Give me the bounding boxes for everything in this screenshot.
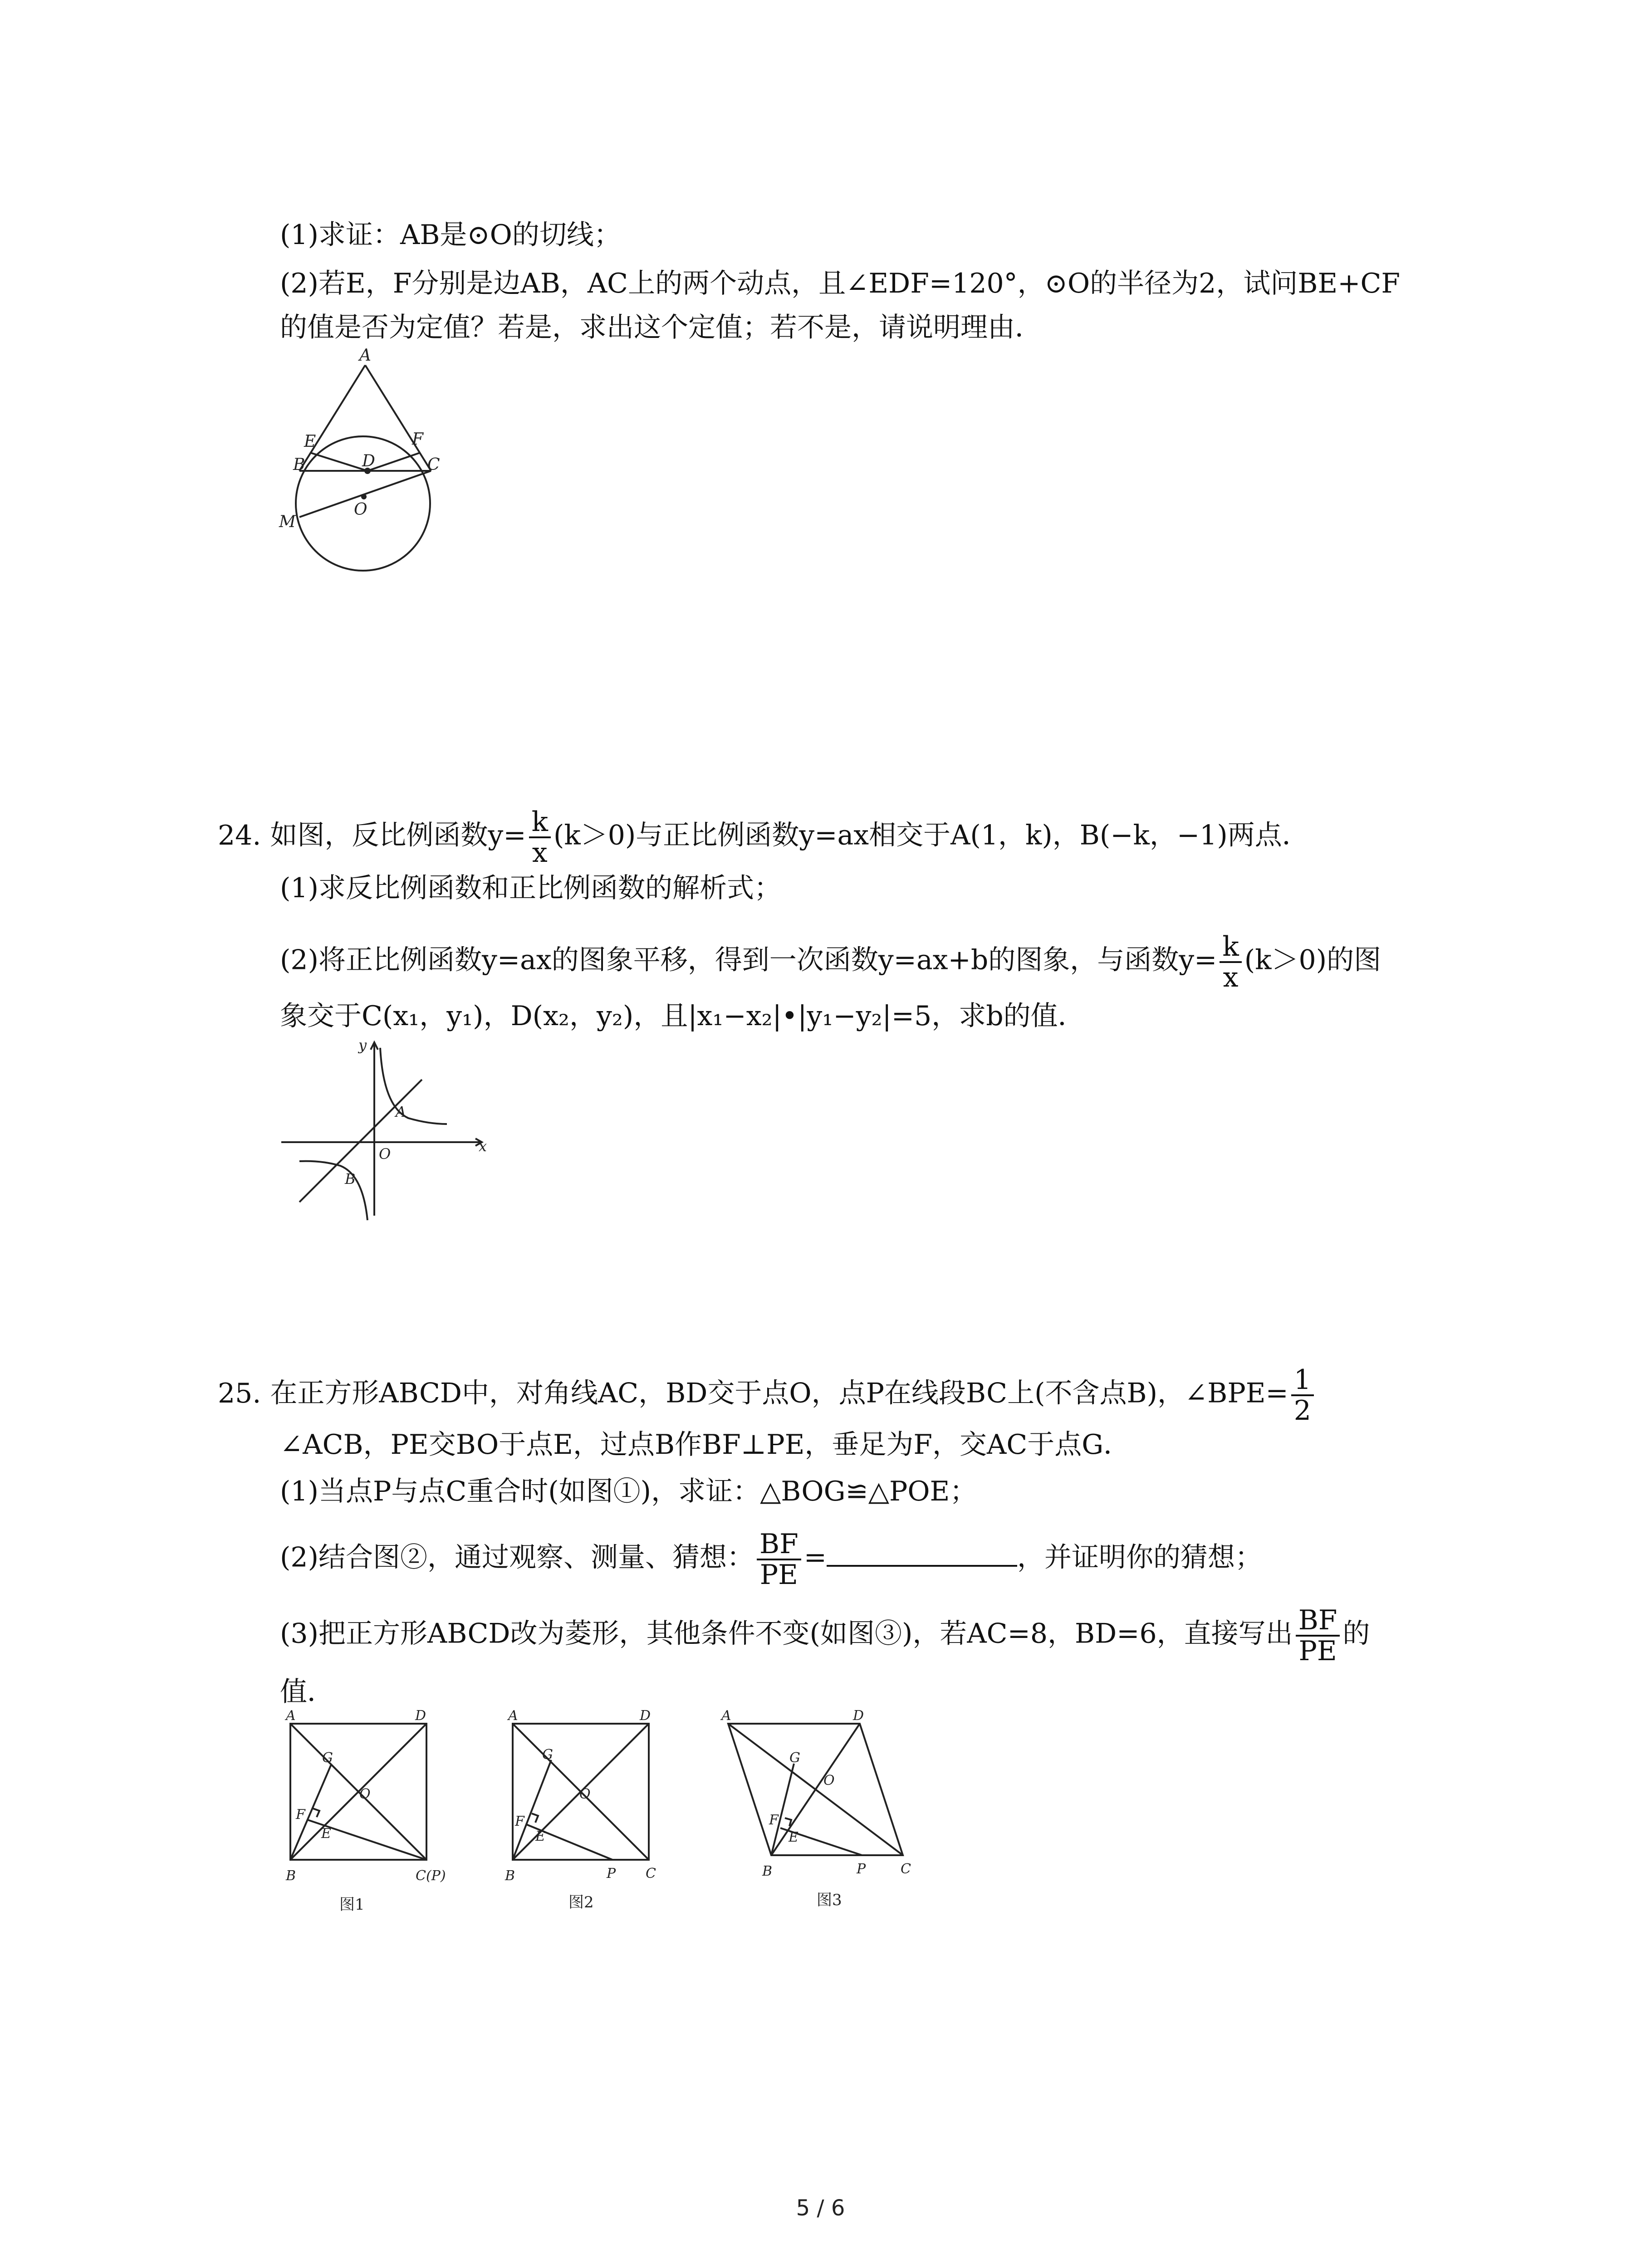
fig25-3-label-A: A xyxy=(721,1708,731,1724)
fig23-label-C: C xyxy=(427,455,440,474)
fig23-label-F: F xyxy=(412,430,423,449)
fig25-1-label-A: A xyxy=(286,1708,296,1724)
fig25-3-label-P: P xyxy=(857,1861,866,1877)
fig23-label-O: O xyxy=(354,500,367,519)
fig25-2-label-E: E xyxy=(535,1828,545,1844)
fig24-label-A: A xyxy=(396,1103,407,1120)
fig25-2-label-P: P xyxy=(607,1866,616,1882)
q25-part3: (3)把正方形ABCD改为菱形，其他条件不变(如图③)，若AC=8，BD=6，直接写出 $\frac{BF}{PE}$ 的 xyxy=(280,1604,1370,1667)
fig24-label-y: y xyxy=(358,1036,367,1054)
fig25-1-label-E: E xyxy=(321,1826,331,1842)
fig25-1-label-B: B xyxy=(286,1868,296,1884)
q24-number: 24. xyxy=(218,819,261,851)
q24-figure xyxy=(272,1036,490,1225)
q23-part1: (1)求证：AB是⊙O的切线； xyxy=(280,219,621,251)
fig24-label-O: O xyxy=(379,1145,391,1163)
fig25-2-label-B: B xyxy=(505,1868,515,1884)
page-number: 5 / 6 xyxy=(796,2195,845,2221)
fig24-label-x: x xyxy=(479,1138,487,1155)
fig25-1-label-CP: C(P) xyxy=(416,1868,446,1884)
fig25-2-label-A: A xyxy=(508,1708,518,1724)
q25-answer-blank[interactable] xyxy=(827,1540,1017,1567)
q25-part1: (1)当点P与点C重合时(如图①)，求证：△BOG≌△POE； xyxy=(280,1476,977,1507)
fig25-1-label-G: G xyxy=(322,1750,333,1766)
q24-part2-fraction: $\frac{k}{x}$ xyxy=(1220,932,1241,992)
q25-number: 25. xyxy=(218,1377,261,1409)
fig25-2-label-C: C xyxy=(646,1866,656,1882)
fig25-3-label-O: O xyxy=(823,1773,835,1789)
fig25-1-label-D: D xyxy=(415,1708,426,1724)
fig25-2-caption: 图2 xyxy=(568,1893,594,1911)
fig23-label-B: B xyxy=(293,455,305,474)
q25-figure-1 xyxy=(281,1706,472,1923)
q24-stem: 24. 如图，反比例函数y= $\frac{k}{x}$ (k＞0)与正比例函数y=ax相交于A(1，k)，B(−k，−1)两点． xyxy=(218,806,1309,869)
fig25-2-label-D: D xyxy=(640,1708,651,1724)
fig25-3-label-E: E xyxy=(789,1829,798,1845)
fig25-2-label-F: F xyxy=(515,1813,524,1829)
q25-stem-fraction: $\frac{1}{2}$ xyxy=(1291,1365,1314,1425)
q25-part2: (2)结合图②，通过观察、测量、猜想： $\frac{BF}{PE}$ = ，并证明你的猜想； xyxy=(280,1528,1263,1591)
fig23-label-D: D xyxy=(362,452,375,470)
q25-stem-line2: ∠ACB，PE交BO于点E，过点B作BF⊥PE，垂足为F，交AC于点G． xyxy=(280,1429,1131,1461)
q23-figure xyxy=(272,346,445,562)
q25-part2-fraction: $\frac{BF}{PE}$ xyxy=(757,1530,801,1589)
q24-part2-line2: 象交于C(x₁，y₁)，D(x₂，y₂)，且|x₁−x₂|•|y₁−y₂|=5，求b的值． xyxy=(280,1000,1085,1032)
q23-part2-line1: (2)若E，F分别是边AB，AC上的两个动点，且∠EDF=120°，⊙O的半径为2，试问BE+CF xyxy=(280,268,1401,299)
q24-part1: (1)求反比例函数和正比例函数的解析式； xyxy=(280,872,781,904)
q25-figure-2 xyxy=(501,1706,692,1923)
fig23-label-E: E xyxy=(304,432,316,451)
fig23-label-M: M xyxy=(279,513,296,531)
fig25-2-label-G: G xyxy=(542,1747,553,1763)
fig25-3-label-D: D xyxy=(853,1708,864,1724)
fig23-label-A: A xyxy=(359,346,371,365)
fig25-3-caption: 图3 xyxy=(817,1891,842,1909)
fig25-1-caption: 图1 xyxy=(339,1896,365,1914)
q25-figure-3 xyxy=(721,1706,921,1923)
fig25-3-label-F: F xyxy=(769,1812,779,1828)
q24-stem-fraction: $\frac{k}{x}$ xyxy=(529,807,551,867)
fig24-label-B: B xyxy=(345,1170,356,1188)
q25-stem-line1: 25. 在正方形ABCD中，对角线AC，BD交于点O，点P在线段BC上(不含点B)，∠BPE= $\frac{1}{2}$ xyxy=(218,1365,1317,1425)
q25-part3-fraction: $\frac{BF}{PE}$ xyxy=(1296,1606,1340,1666)
fig25-3-label-B: B xyxy=(762,1863,773,1879)
fig25-1-label-F: F xyxy=(296,1807,305,1823)
fig25-2-label-O: O xyxy=(579,1786,591,1802)
fig25-3-label-G: G xyxy=(789,1750,800,1766)
fig25-3-label-C: C xyxy=(901,1861,911,1877)
q25-part3-line2: 值． xyxy=(280,1676,334,1708)
q23-part2-line2: 的值是否为定值？若是，求出这个定值；若不是，请说明理由． xyxy=(280,312,1042,343)
q24-part2-line1: (2)将正比例函数y=ax的图象平移，得到一次函数y=ax+b的图象，与函数y= $\frac{k}{x}$ (k＞0)的图 xyxy=(280,931,1381,993)
fig25-1-label-O: O xyxy=(359,1786,371,1802)
